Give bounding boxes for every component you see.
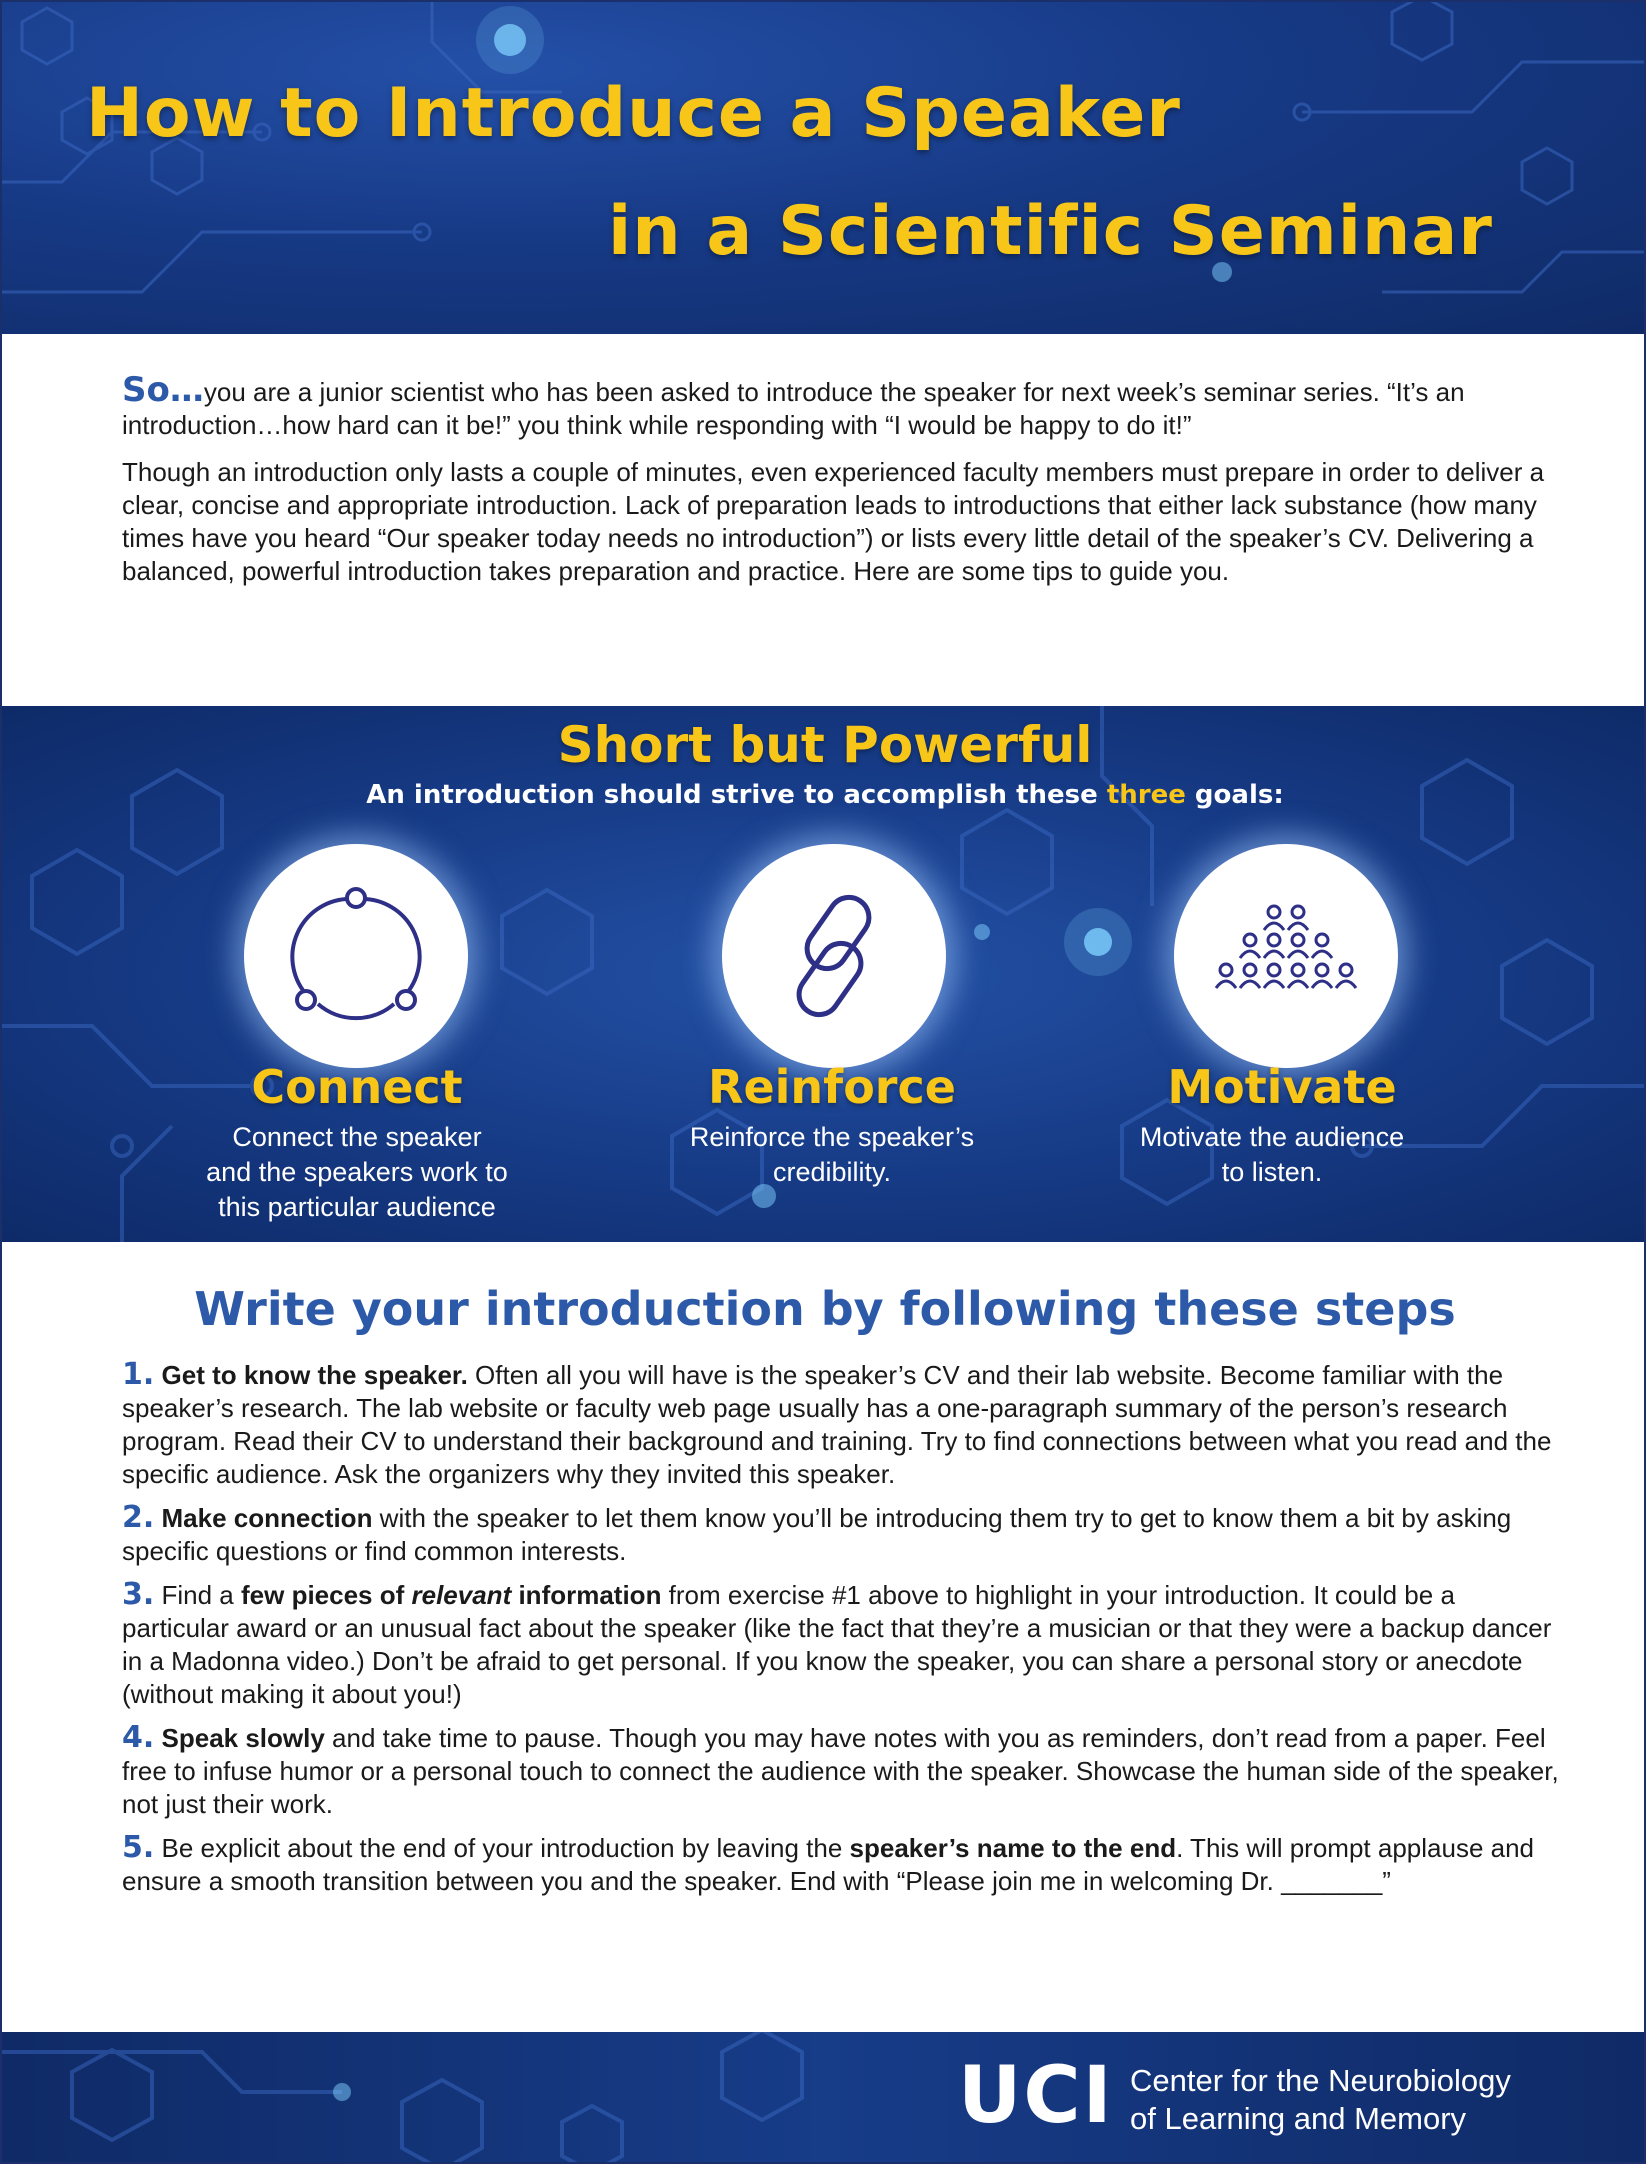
- step-4-number: 4.: [122, 1720, 155, 1755]
- goal-connect-desc: [147, 1120, 567, 1225]
- org-name-line-2: of Learning and Memory: [1130, 2101, 1467, 2136]
- goal-reinforce-name: Reinforce: [708, 1060, 956, 1114]
- goals-title: Short but Powerful: [557, 716, 1093, 774]
- step-1: [122, 1358, 1562, 1491]
- steps-heading: Write your introduction by following these steps: [194, 1282, 1456, 1336]
- goal-reinforce-desc-line-1: Reinforce the speaker’s: [689, 1122, 975, 1152]
- goal-connect-circle: [244, 844, 468, 1068]
- page-title-line-2: in a Scientific Seminar: [608, 192, 1493, 271]
- goal-motivate-desc-line-1: Motivate the audience: [1139, 1122, 1405, 1152]
- step-3-italic: relevant: [411, 1580, 512, 1610]
- goal-connect-desc-line-1: Connect the speaker: [232, 1122, 482, 1152]
- goal-reinforce-desc-line-2: credibility.: [772, 1157, 892, 1187]
- goals-subtitle-after: goals:: [1185, 780, 1284, 810]
- footer-banner: [2, 2032, 1646, 2164]
- goals-subtitle: [2, 780, 1646, 810]
- intro-paragraph-2: Though an introduction only lasts a couple of minutes, even experienced faculty members must prepare in order to deliver a clear, concise and appropriate introduction. Lack of preparation leads to introductions that either lack substance (how many times have you heard “Our speaker today needs no introduction”) or lists every little detail of the speaker’s CV. Delivering a balanced, powerful introduction takes preparation and practice. Here are some tips to guide you.: [122, 457, 1545, 586]
- steps-list: [122, 1358, 1562, 1898]
- org-name: [1130, 2062, 1511, 2138]
- step-5-text: . This will prompt applause and ensure a smooth transition between you and the speaker. End with “Please join me in welcoming Dr. _______”: [122, 1833, 1535, 1896]
- step-1-text: Often all you will have is the speaker’s CV and their lab website. Become familiar with the speaker’s research. The lab website or faculty web page usually has a one-paragraph summary of the person’s research program. Read their CV to understand their background and training. Try to find connections between what you read and the specific audience. Ask the organizers why they invited this speaker.: [122, 1360, 1552, 1489]
- goal-motivate-desc: [1062, 1120, 1482, 1190]
- intro-p1-text: you are a junior scientist who has been asked to introduce the speaker for next week’s seminar series. “It’s an introduction…how hard can it be!” you think while responding with “I would be happy to do it!”: [122, 377, 1465, 440]
- step-1-number: 1.: [122, 1357, 155, 1392]
- step-4-bold: Speak slowly: [161, 1723, 325, 1753]
- step-2: [122, 1501, 1562, 1568]
- goal-connect-name: Connect: [251, 1060, 463, 1114]
- goal-reinforce-desc: [622, 1120, 1042, 1190]
- goal-reinforce-circle: [722, 844, 946, 1068]
- step-3-bold-2: information: [511, 1580, 662, 1610]
- step-5-number: 5.: [122, 1830, 155, 1865]
- step-3-pre: Find a: [154, 1580, 241, 1610]
- circuit-background: [2, 2, 1646, 334]
- intro-paragraph-1: [122, 370, 1562, 442]
- step-4-text: and take time to pause. Though you may have notes with you as reminders, don’t read from a paper. Feel free to infuse humor or a personal touch to connect the audience with the speaker. Showcase the human side of the speaker, not just their work.: [122, 1723, 1559, 1819]
- goal-motivate-name: Motivate: [1167, 1060, 1397, 1114]
- audience-icon: [1201, 896, 1371, 1016]
- goal-connect-desc-line-2: and the speakers work to: [206, 1157, 508, 1187]
- step-4: [122, 1721, 1562, 1821]
- step-2-number: 2.: [122, 1500, 155, 1535]
- intro-section: [122, 370, 1562, 588]
- header-banner: [2, 2, 1646, 334]
- page-title-line-1: How to Introduce a Speaker: [86, 74, 1181, 153]
- step-3-number: 3.: [122, 1577, 155, 1612]
- connect-cycle-icon: [286, 886, 426, 1026]
- goal-connect-desc-line-3: this particular audience: [218, 1192, 496, 1222]
- step-1-bold: Get to know the speaker.: [161, 1360, 468, 1390]
- goal-motivate-circle: [1174, 844, 1398, 1068]
- goals-subtitle-highlight: three: [1106, 780, 1186, 810]
- goals-banner: [2, 706, 1646, 1242]
- step-3-text: from exercise #1 above to highlight in your introduction. It could be a particular award or an unusual fact about the speaker (like the fact that they’re a musician or that they were a backup dancer in a Madonna video.) Don’t be afraid to get personal. If you know the speaker, you can share a personal story or anecdote (without making it about you!): [122, 1580, 1552, 1709]
- step-3: [122, 1578, 1562, 1711]
- step-2-bold: Make connection: [161, 1503, 373, 1533]
- org-name-line-1: Center for the Neurobiology: [1130, 2063, 1511, 2098]
- intro-so: So…: [122, 370, 204, 410]
- step-5-pre: Be explicit about the end of your introduction by leaving the: [154, 1833, 850, 1863]
- step-5-bold: speaker’s name to the end: [849, 1833, 1177, 1863]
- goal-motivate-desc-line-2: to listen.: [1221, 1157, 1323, 1187]
- goals-subtitle-before: An introduction should strive to accomplish these: [366, 780, 1107, 810]
- uci-logo: UCI: [958, 2051, 1114, 2141]
- step-3-bold-1: few pieces of: [241, 1580, 412, 1610]
- step-5: [122, 1831, 1562, 1898]
- step-2-text: with the speaker to let them know you’ll be introducing them try to get to know them a bit by asking specific questions or find common interests.: [122, 1503, 1512, 1566]
- chain-link-icon: [764, 886, 904, 1026]
